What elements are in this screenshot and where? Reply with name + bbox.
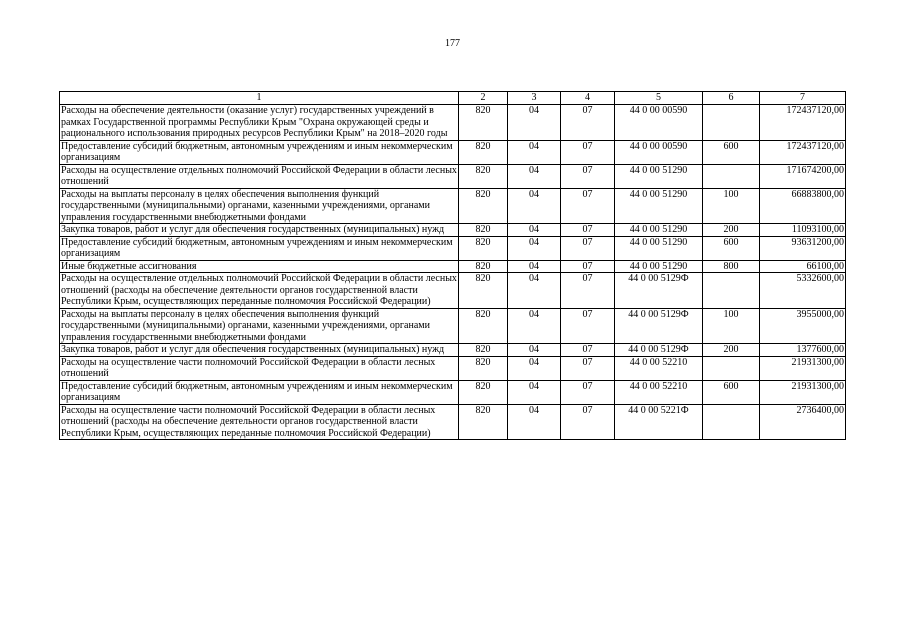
row-description: Закупка товаров, работ и услуг для обеспечения государственных (муниципальных) нужд <box>60 224 459 237</box>
row-description: Расходы на выплаты персоналу в целях обеспечения выполнения функций государственными (муниципальными) органами, казенными учреждениями, органами управления государственными внебюджетными фондами <box>60 188 459 224</box>
table-row <box>60 273 846 309</box>
row-expense-type: 800 <box>703 260 760 273</box>
row-section-code: 04 <box>508 344 561 357</box>
column-header-7: 7 <box>760 92 846 105</box>
row-target-article: 44 0 00 00590 <box>615 140 703 164</box>
column-header-2: 2 <box>459 92 508 105</box>
row-section-code: 04 <box>508 224 561 237</box>
table-row <box>60 380 846 404</box>
row-expense-type <box>703 105 760 141</box>
row-expense-type: 600 <box>703 236 760 260</box>
row-description: Расходы на осуществление части полномочий Российской Федерации в области лесных отношений (расходы на обеспечение деятельности органов государственной власти Республики Крым, осуществляющих переданные полномочия Российской Федерации) <box>60 404 459 440</box>
row-subsection-code: 07 <box>561 105 615 141</box>
table-row <box>60 236 846 260</box>
row-section-code: 04 <box>508 380 561 404</box>
table-row <box>60 105 846 141</box>
row-subsection-code: 07 <box>561 308 615 344</box>
row-amount: 66883800,00 <box>760 188 846 224</box>
row-expense-type <box>703 164 760 188</box>
row-amount: 11093100,00 <box>760 224 846 237</box>
table-row <box>60 224 846 237</box>
row-expense-type <box>703 356 760 380</box>
row-amount: 21931300,00 <box>760 380 846 404</box>
row-ministry-code: 820 <box>459 356 508 380</box>
row-expense-type: 600 <box>703 140 760 164</box>
row-subsection-code: 07 <box>561 273 615 309</box>
row-expense-type: 200 <box>703 344 760 357</box>
header-row <box>60 92 846 105</box>
row-description: Расходы на осуществление отдельных полномочий Российской Федерации в области лесных отношений <box>61 164 457 187</box>
table-row <box>60 404 846 440</box>
row-ministry-code: 820 <box>459 188 508 224</box>
row-ministry-code: 820 <box>459 105 508 141</box>
row-ministry-code: 820 <box>459 308 508 344</box>
table-row <box>60 308 846 344</box>
row-subsection-code: 07 <box>561 380 615 404</box>
row-target-article: 44 0 00 5129Ф <box>615 308 703 344</box>
row-expense-type <box>703 404 760 440</box>
row-amount: 2736400,00 <box>760 404 846 440</box>
row-description: Расходы на выплаты персоналу в целях обеспечения выполнения функций государственными (муниципальными) органами, казенными учреждениями, органами управления государственными внебюджетными фондами <box>60 308 459 344</box>
table-row <box>60 164 846 188</box>
row-description: Иные бюджетные ассигнования <box>60 260 459 273</box>
row-description: Расходы на осуществление отдельных полномочий Российской Федерации в области лесных отношений (расходы на обеспечение деятельности органов государственной власти Республики Крым, осуществляющих переданные полномочия Российской Федерации) <box>61 273 457 307</box>
row-description: Предоставление субсидий бюджетным, автономным учреждениям и иным некоммерческим организациям <box>60 140 459 164</box>
row-ministry-code: 820 <box>459 273 508 309</box>
row-subsection-code: 07 <box>561 224 615 237</box>
row-expense-type: 600 <box>703 380 760 404</box>
table-row <box>60 188 846 224</box>
row-section-code: 04 <box>508 260 561 273</box>
row-amount: 3955000,00 <box>760 308 846 344</box>
row-section-code: 04 <box>508 140 561 164</box>
row-target-article: 44 0 00 00590 <box>615 105 703 141</box>
row-expense-type <box>703 273 760 309</box>
row-section-code: 04 <box>508 236 561 260</box>
row-section-code: 04 <box>508 105 561 141</box>
row-ministry-code: 820 <box>459 404 508 440</box>
column-header-3: 3 <box>508 92 561 105</box>
row-target-article: 44 0 00 51290 <box>615 224 703 237</box>
row-target-article: 44 0 00 51290 <box>615 164 703 188</box>
row-target-article: 44 0 00 52210 <box>615 356 703 380</box>
row-section-code: 04 <box>508 273 561 309</box>
budget-table <box>59 91 846 440</box>
row-subsection-code: 07 <box>561 188 615 224</box>
row-target-article: 44 0 00 5129Ф <box>615 344 703 357</box>
row-section-code: 04 <box>508 308 561 344</box>
row-ministry-code: 820 <box>459 344 508 357</box>
row-subsection-code: 07 <box>561 404 615 440</box>
row-amount: 172437120,00 <box>760 140 846 164</box>
row-description: Расходы на осуществление части полномочий Российской Федерации в области лесных отношений <box>60 356 459 380</box>
row-target-article: 44 0 00 51290 <box>615 260 703 273</box>
row-target-article: 44 0 00 52210 <box>615 380 703 404</box>
page-number: 177 <box>445 38 460 49</box>
row-description: Закупка товаров, работ и услуг для обеспечения государственных (муниципальных) нужд <box>60 344 459 357</box>
row-amount: 93631200,00 <box>760 236 846 260</box>
table-row <box>60 260 846 273</box>
row-expense-type: 100 <box>703 188 760 224</box>
row-subsection-code: 07 <box>561 344 615 357</box>
row-subsection-code: 07 <box>561 356 615 380</box>
row-section-code: 04 <box>508 404 561 440</box>
row-target-article: 44 0 00 51290 <box>615 236 703 260</box>
table-row <box>60 140 846 164</box>
column-header-4: 4 <box>561 92 615 105</box>
row-section-code: 04 <box>508 188 561 224</box>
row-section-code: 04 <box>508 356 561 380</box>
row-subsection-code: 07 <box>561 164 615 188</box>
row-amount: 171674200,00 <box>760 164 846 188</box>
row-subsection-code: 07 <box>561 140 615 164</box>
row-amount: 21931300,00 <box>760 356 846 380</box>
row-amount: 172437120,00 <box>760 105 846 141</box>
column-header-1: 1 <box>60 92 459 105</box>
table-row <box>60 344 846 357</box>
row-target-article: 44 0 00 51290 <box>615 188 703 224</box>
column-header-6: 6 <box>703 92 760 105</box>
row-subsection-code: 07 <box>561 236 615 260</box>
row-expense-type: 200 <box>703 224 760 237</box>
row-amount: 1377600,00 <box>760 344 846 357</box>
row-description: Расходы на обеспечение деятельности (оказание услуг) государственных учреждений в рамках Государственной программы Республики Крым "Охрана окружающей среды и рационального использования природных ресурсов Республики Крым" на 2018–2020 годы <box>60 105 459 141</box>
row-ministry-code: 820 <box>459 380 508 404</box>
row-amount: 5332600,00 <box>760 273 846 309</box>
row-section-code: 04 <box>508 164 561 188</box>
row-amount: 66100,00 <box>760 260 846 273</box>
row-description: Предоставление субсидий бюджетным, автономным учреждениям и иным некоммерческим организациям <box>60 236 459 260</box>
row-ministry-code: 820 <box>459 236 508 260</box>
row-target-article: 44 0 00 5221Ф <box>615 404 703 440</box>
row-ministry-code: 820 <box>459 164 508 188</box>
row-description: Предоставление субсидий бюджетным, автономным учреждениям и иным некоммерческим организациям <box>60 380 459 404</box>
row-ministry-code: 820 <box>459 224 508 237</box>
table-row <box>60 356 846 380</box>
row-target-article: 44 0 00 5129Ф <box>615 273 703 309</box>
row-ministry-code: 820 <box>459 260 508 273</box>
column-header-5: 5 <box>615 92 703 105</box>
row-expense-type: 100 <box>703 308 760 344</box>
row-ministry-code: 820 <box>459 140 508 164</box>
row-subsection-code: 07 <box>561 260 615 273</box>
